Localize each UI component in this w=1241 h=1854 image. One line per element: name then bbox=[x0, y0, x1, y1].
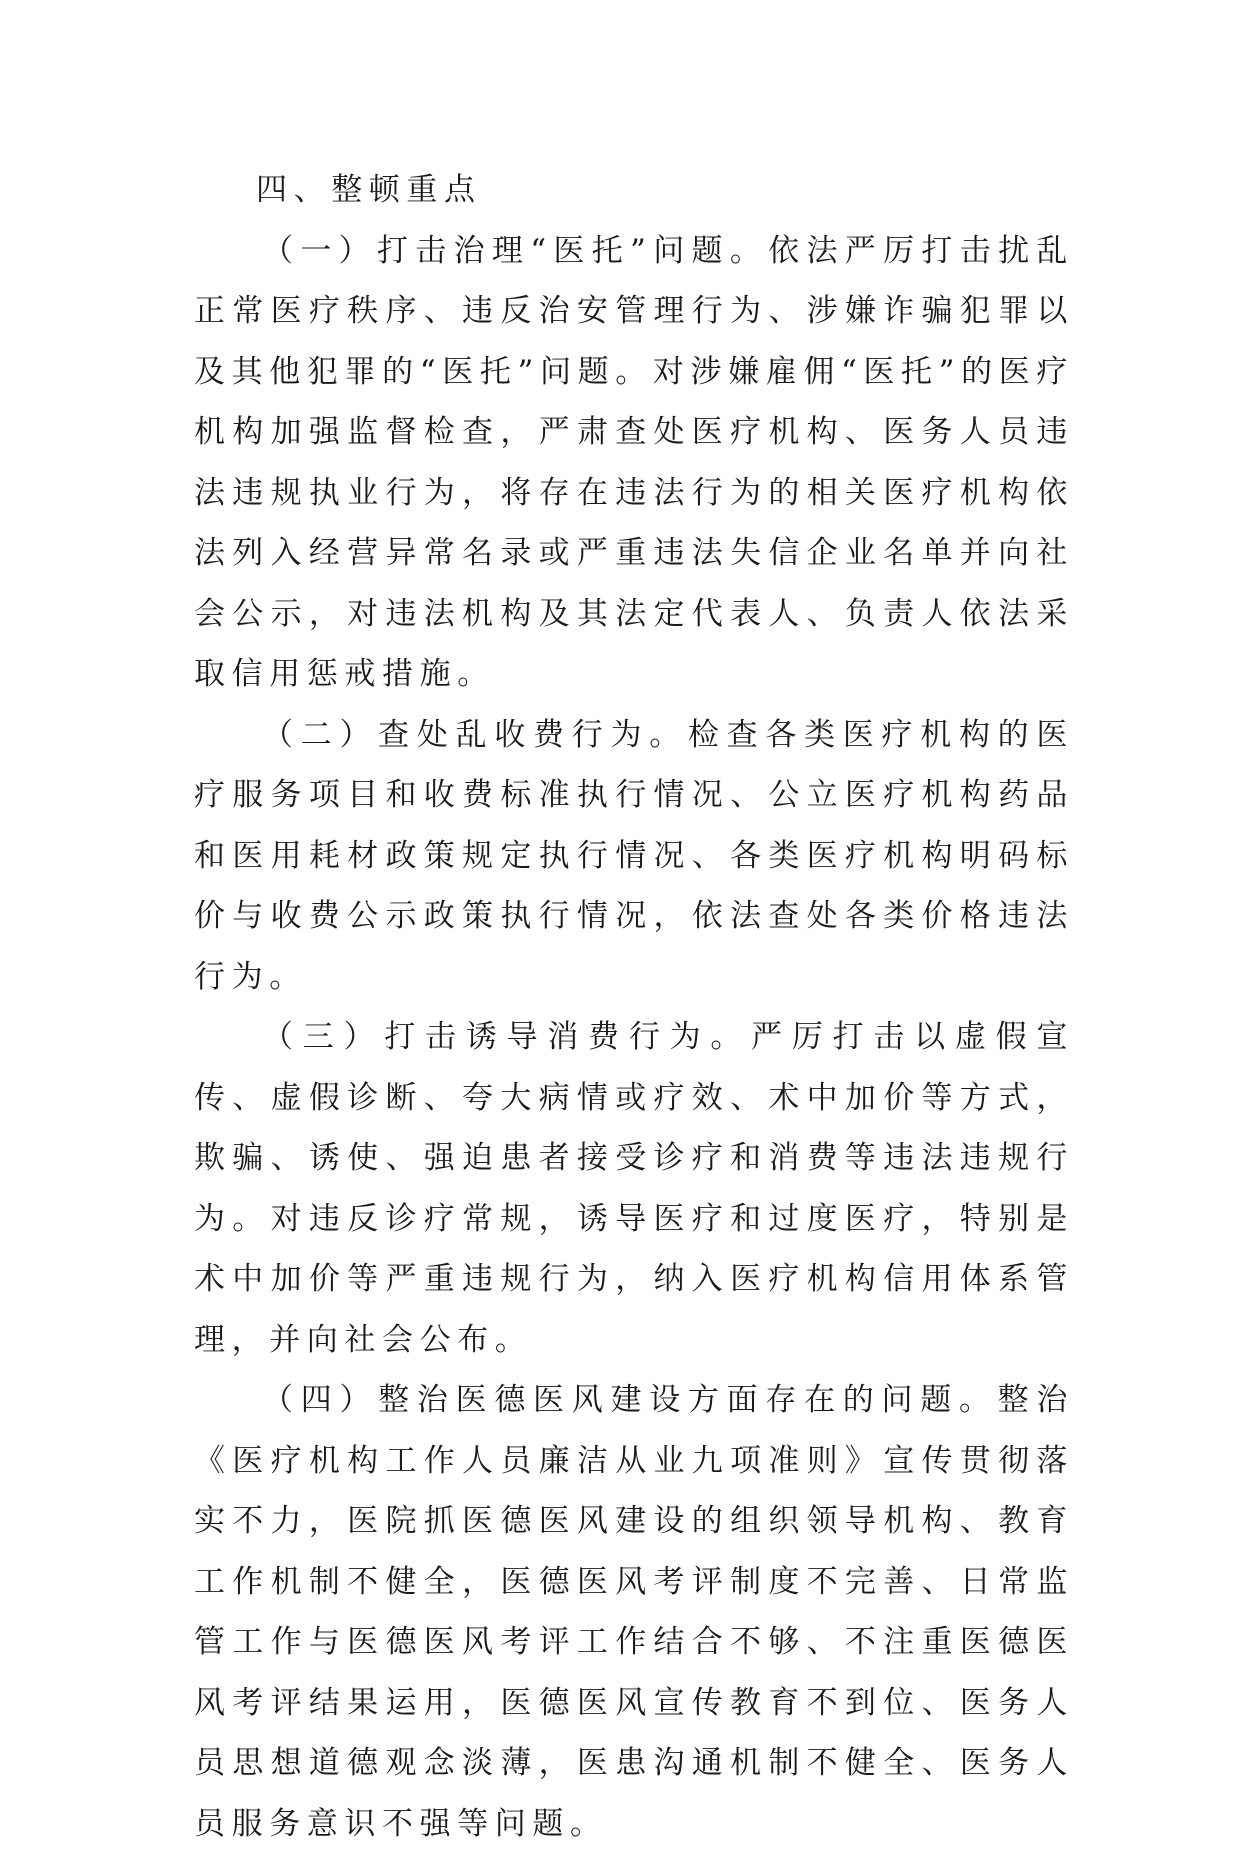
paragraph-4: （四）整治医德医风建设方面存在的问题。整治《医疗机构工作人员廉洁从业九项准则》宣传贯彻落实不力，医院抓医德医风建设的组织领导机构、教育工作机制不健全，医德医风考评制度不完善、日常监管工作与医德医风考评工作结合不够、不注重医德医风考评结果运用，医德医风宣传教育不到位、医务人员思想道德观念淡薄，医患沟通机制不健全、医务人员服务意识不强等问题。 bbox=[194, 1382, 1074, 1842]
section-heading: 四、整顿重点 bbox=[256, 172, 482, 208]
document-body bbox=[194, 160, 1074, 1854]
paragraph-1: （一）打击治理“医托”问题。依法严厉打击扰乱正常医疗秩序、违反治安管理行为、涉嫌诈骗犯罪以及其他犯罪的“医托”问题。对涉嫌雇佣“医托”的医疗机构加强监督检查，严肃查处医疗机构、医务人员违法违规执业行为，将存在违法行为的相关医疗机构依法列入经营异常名录或严重违法失信企业名单并向社会公示，对违法机构及其法定代表人、负责人依法采取信用惩戒措施。 bbox=[194, 232, 1074, 692]
paragraph-3: （三）打击诱导消费行为。严厉打击以虚假宣传、虚假诊断、夸大病情或疗效、术中加价等方式，欺骗、诱使、强迫患者接受诊疗和消费等违法违规行为。对违反诊疗常规，诱导医疗和过度医疗，特别是术中加价等严重违规行为，纳入医疗机构信用体系管理，并向社会公布。 bbox=[194, 1019, 1074, 1358]
paragraph-2: （二）查处乱收费行为。检查各类医疗机构的医疗服务项目和收费标准执行情况、公立医疗机构药品和医用耗材政策规定执行情况、各类医疗机构明码标价与收费公示政策执行情况，依法查处各类价格违法行为。 bbox=[194, 716, 1074, 995]
